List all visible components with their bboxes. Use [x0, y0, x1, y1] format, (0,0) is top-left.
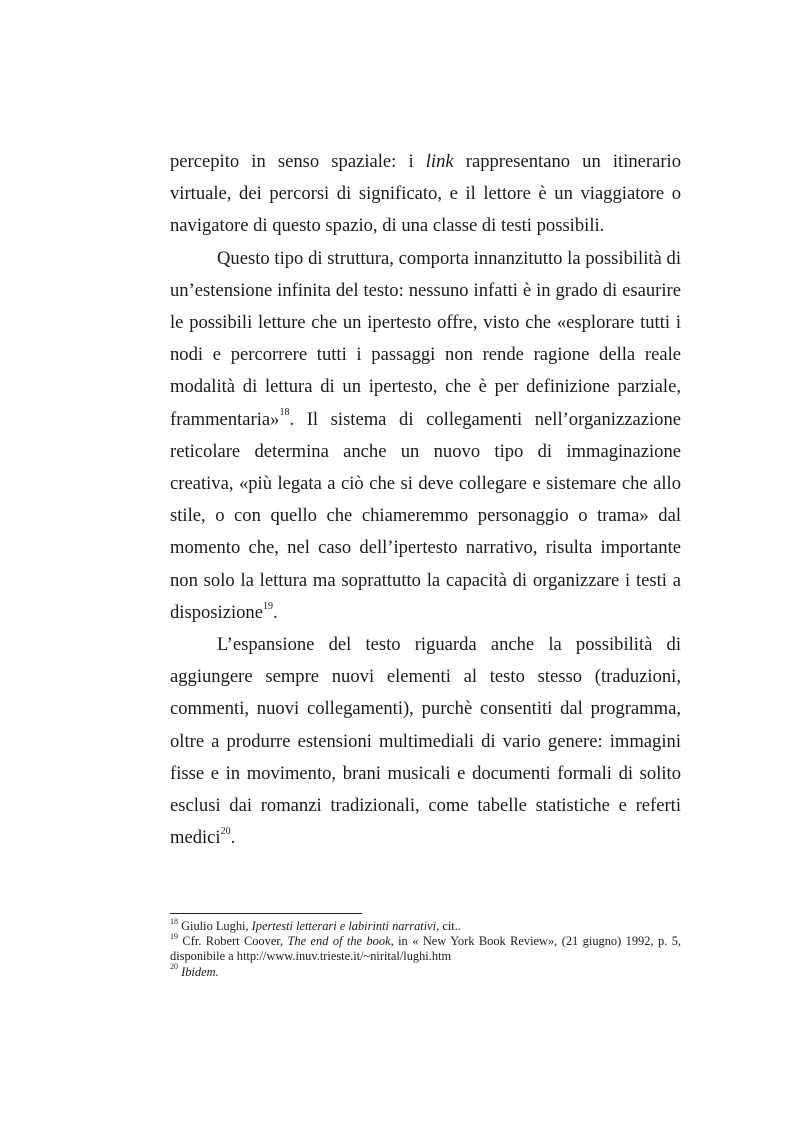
- text-run: .: [272, 601, 278, 623]
- footnote-20: [170, 962, 681, 980]
- footnote-title: Ipertesti letterari e labirinti narrativi: [251, 919, 437, 933]
- footnote-title: The end of the book: [287, 934, 391, 949]
- text-run: , cit..: [436, 919, 461, 933]
- footnote-number: 18: [170, 916, 178, 926]
- emphasis-link: link: [425, 151, 454, 172]
- footnote-ref-20: 20: [220, 826, 231, 838]
- footnote-separator: [170, 913, 362, 914]
- paragraph-3: [170, 629, 681, 854]
- body-text: [170, 146, 681, 854]
- footnotes: [170, 916, 681, 980]
- text-run: , in « New York Book Review», (21 giugno) 1992, p. 5, disponibile a http://www.inuv.trieste.it/~nirital/lughi.htm: [170, 934, 681, 964]
- text-run: Cfr. Robert Coover,: [178, 934, 288, 949]
- text-run: Giulio Lughi,: [178, 919, 252, 933]
- paragraph-1: [170, 146, 681, 243]
- footnote-18: [170, 916, 681, 934]
- footnote-title: Ibidem.: [181, 964, 219, 979]
- text-run: Questo tipo di struttura, comporta innanzitutto la possibilità di un’estensione infinita del testo: nessuno infatti è in grado di esaurire le possibili letture che un ipertesto offre, visto che «esplorare tutti i nodi e percorrere tutti i passaggi non rende ragione della reale modalità di lettura di un ipertesto, che è per definizione parziale, frammentaria»: [170, 247, 681, 430]
- footnote-ref-18: 18: [279, 407, 290, 419]
- footnote-number: 20: [170, 962, 178, 972]
- text-run: .: [230, 827, 236, 849]
- text-run: L’espansione del testo riguarda anche la possibilità di aggiungere sempre nuovi elementi al testo stesso (traduzioni, commenti, nuovi collegamenti), purchè consentiti dal programma, oltre a produrre estensioni multimediali di vario genere: immagini fisse e in movimento, brani musicali e documenti formali di solito esclusi dai romanzi tradizionali, come tabelle statistiche e referti medici: [170, 634, 681, 849]
- footnote-ref-19: 19: [262, 600, 273, 612]
- footnote-number: 19: [170, 932, 178, 942]
- paragraph-2: [170, 243, 681, 629]
- footnote-19: [170, 934, 681, 964]
- text-run: percepito in senso spaziale: i: [170, 151, 426, 172]
- text-run: . Il sistema di collegamenti nell’organizzazione reticolare determina anche un nuovo tipo di immaginazione creativa, «più legata a ciò che si deve collegare e sistemare che allo stile, o con quello che chiameremmo personaggio o trama» dal momento che, nel caso dell’ipertesto narrativo, risulta importante non solo la lettura ma soprattutto la capacità di organizzare i testi a disposizione: [170, 408, 681, 623]
- text-run: rappresentano un itinerario virtuale, dei percorsi di significato, e il lettore è un viaggiatore o navigatore di questo spazio, di una classe di testi possibili.: [170, 151, 682, 237]
